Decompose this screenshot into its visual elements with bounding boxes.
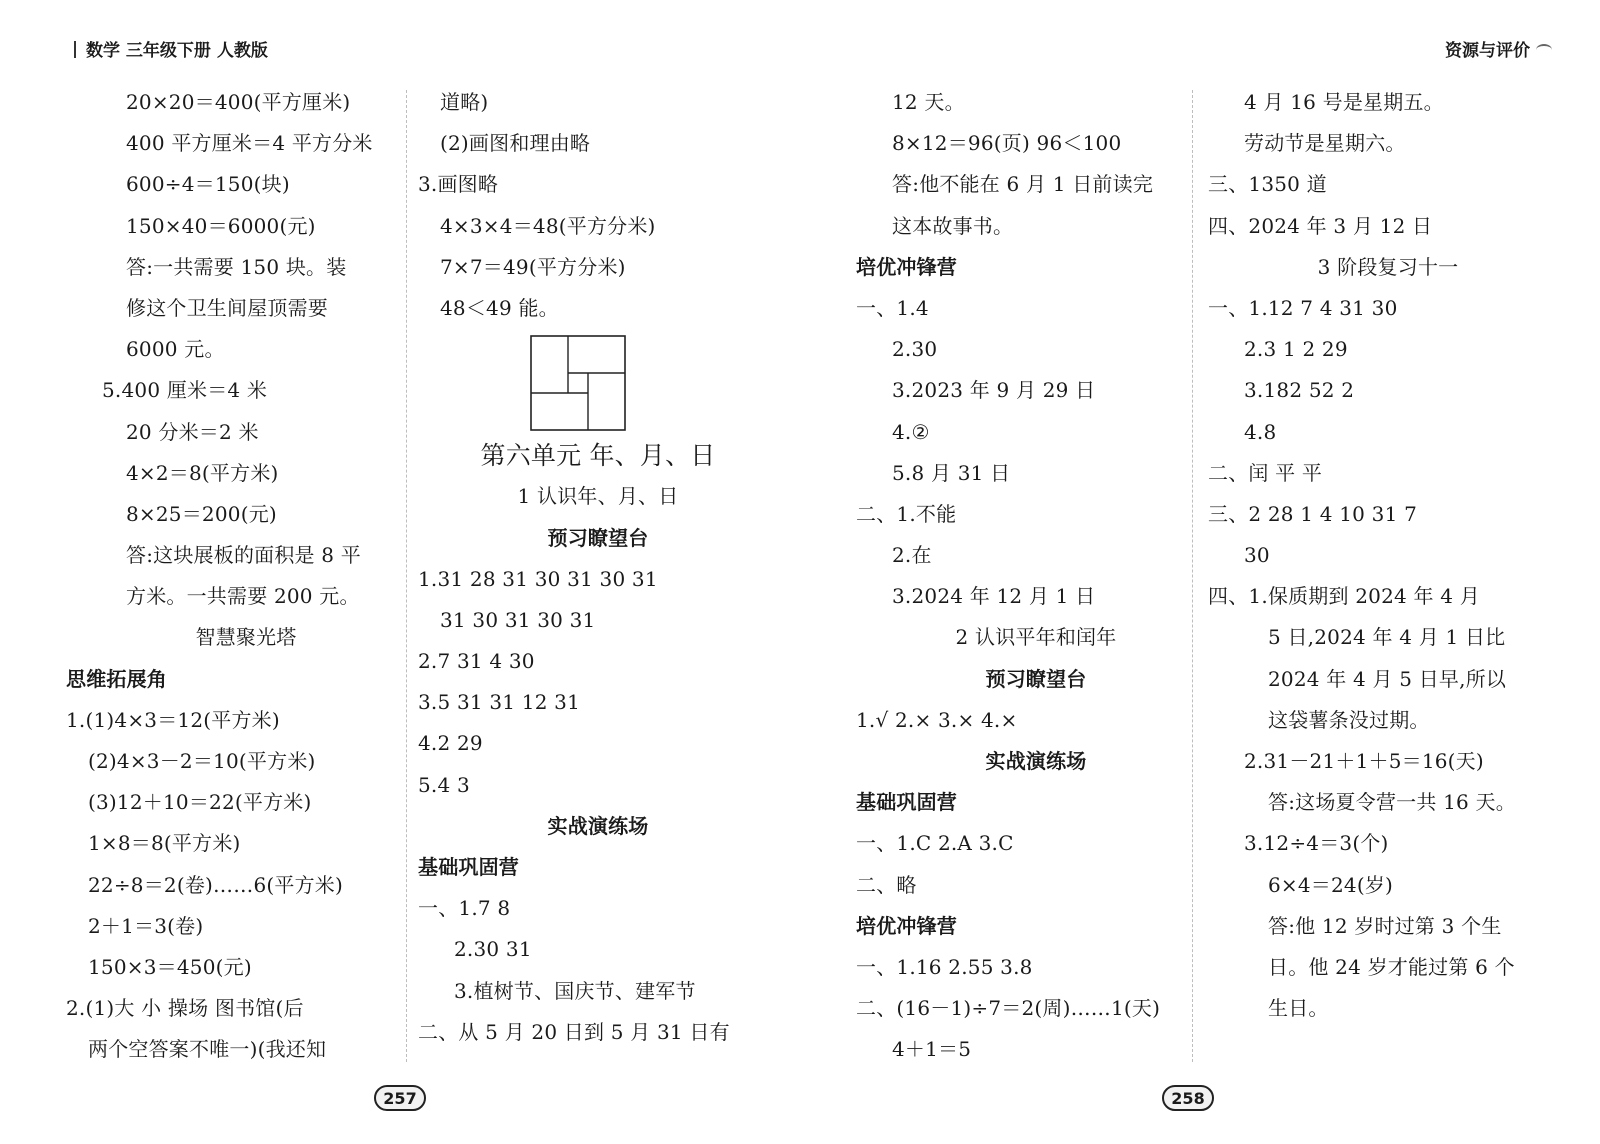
answer-line: 基础巩固营	[856, 790, 957, 815]
answer-line: 3 阶段复习十一	[1317, 254, 1459, 279]
page-number-left: 257	[374, 1085, 426, 1111]
answer-line: 二、1.不能	[856, 501, 957, 526]
answer-line: 答:这块展板的面积是 8 平	[126, 543, 361, 568]
answer-line: (2)画图和理由略	[440, 131, 591, 156]
answer-line: 48＜49 能。	[440, 295, 559, 320]
answer-line: 5.400 厘米＝4 米	[102, 378, 268, 403]
answer-line: 2.30	[892, 337, 938, 362]
answer-line: 4.②	[892, 419, 930, 444]
answer-line: 4×2＝8(平方米)	[126, 460, 279, 485]
answer-line: 修这个卫生间屋顶需要	[126, 295, 328, 320]
answer-line: 150×3＝450(元)	[88, 954, 252, 979]
tiling-figure	[530, 335, 624, 429]
answer-line: 实战演练场	[985, 749, 1087, 773]
header-left	[74, 36, 268, 61]
answer-line: 1 认识年、月、日	[517, 484, 679, 509]
header-right	[1445, 36, 1552, 61]
answer-line: 一、1.C 2.A 3.C	[856, 831, 1014, 856]
answer-line: 20×20＝400(平方厘米)	[126, 90, 351, 114]
answer-line: 2.31－21＋1＋5＝16(天)	[1244, 749, 1484, 773]
answer-line: (2)4×3－2＝10(平方米)	[88, 749, 316, 773]
page-number-right: 258	[1162, 1085, 1214, 1111]
header-decoration-icon	[1536, 44, 1552, 56]
answer-line: 2.7 31 4 30	[418, 649, 535, 674]
answer-line: 实战演练场	[547, 813, 649, 838]
answer-line: 日。他 24 岁才能过第 6 个	[1268, 954, 1515, 979]
answer-line: 2.(1)大 小 操场 图书馆(后	[66, 996, 304, 1021]
answer-line: 5.4 3	[418, 772, 470, 797]
answer-line: 预习瞭望台	[985, 666, 1087, 691]
answer-line: 培优冲锋营	[856, 913, 957, 938]
square-tiling-diagram	[530, 335, 626, 431]
answer-line: 30	[1244, 543, 1270, 568]
answer-line: 400 平方厘米＝4 平方分米	[126, 131, 373, 156]
answer-line: 生日。	[1268, 996, 1329, 1021]
answer-line: 培优冲锋营	[856, 254, 957, 279]
header-divider	[74, 41, 76, 58]
answer-line: 三、2 28 1 4 10 31 7	[1208, 501, 1417, 526]
answer-line: 2.30 31	[454, 937, 532, 962]
answer-line: 150×40＝6000(元)	[126, 213, 316, 238]
answer-line: 方米。一共需要 200 元。	[126, 584, 360, 609]
answer-line: 四、1.保质期到 2024 年 4 月	[1208, 584, 1480, 609]
answer-line: 答:他不能在 6 月 1 日前读完	[892, 172, 1154, 197]
answer-line: 2＋1＝3(卷)	[88, 913, 204, 938]
answer-line: 2024 年 4 月 5 日早,所以	[1268, 666, 1507, 691]
page-258-column-1	[856, 82, 1216, 1071]
answer-line: 4.8	[1244, 419, 1277, 444]
answer-line: 思维拓展角	[66, 666, 167, 691]
answer-line: 1.31 28 31 30 31 30 31	[418, 566, 658, 591]
page-258-column-2	[1208, 82, 1568, 1029]
answer-line: 第六单元 年、月、日	[480, 441, 716, 471]
answer-line: 3.2024 年 12 月 1 日	[892, 584, 1096, 609]
answer-line: 4.2 29	[418, 731, 483, 756]
answer-line: 1.√ 2.× 3.× 4.×	[856, 707, 1018, 732]
answer-line: 两个空答案不唯一)(我还知	[88, 1037, 327, 1062]
answer-line: 3.植树节、国庆节、建军节	[454, 978, 696, 1003]
answer-line: 四、2024 年 3 月 12 日	[1208, 213, 1433, 238]
answer-line: 3.画图略	[418, 172, 499, 197]
answer-line: 8×25＝200(元)	[126, 501, 277, 526]
answer-line: 一、1.12 7 4 31 30	[1208, 295, 1398, 320]
answer-line: 二、从 5 月 20 日到 5 月 31 日有	[418, 1019, 730, 1044]
answer-line: 答:他 12 岁时过第 3 个生	[1268, 913, 1502, 938]
answer-line: 这本故事书。	[892, 213, 1014, 238]
answer-line: 22÷8＝2(卷)……6(平方米)	[88, 872, 343, 897]
answer-line: 一、1.4	[856, 295, 929, 320]
answer-line: 3.2023 年 9 月 29 日	[892, 378, 1096, 403]
page-257-column-2	[418, 82, 778, 1053]
answer-line: 三、1350 道	[1208, 172, 1327, 197]
answer-line: 3.5 31 31 12 31	[418, 690, 581, 715]
answer-line: 12 天。	[892, 90, 965, 114]
answer-line: 31 30 31 30 31	[440, 607, 596, 632]
answer-line: 答:一共需要 150 块。装	[126, 254, 347, 279]
answer-line: 道略)	[440, 90, 489, 114]
answer-line: 5 日,2024 年 4 月 1 日比	[1268, 625, 1506, 650]
answer-line: 3.12÷4＝3(个)	[1244, 831, 1389, 856]
answer-line: 7×7＝49(平方分米)	[440, 254, 626, 279]
answer-line: 预习瞭望台	[547, 525, 649, 550]
answer-line: 一、1.7 8	[418, 896, 511, 921]
answer-line: 2.在	[892, 543, 932, 568]
answer-line: 4＋1＝5	[892, 1037, 972, 1062]
header-left-text: 数学 三年级下册 人教版	[86, 41, 268, 61]
answer-line: 二、(16－1)÷7＝2(周)……1(天)	[856, 996, 1161, 1021]
answer-line: 一、1.16 2.55 3.8	[856, 954, 1033, 979]
answer-line: 20 分米＝2 米	[126, 419, 259, 444]
answer-line: 二、略	[856, 872, 917, 897]
answer-line: 答:这场夏令营一共 16 天。	[1268, 790, 1516, 815]
answer-line: 8×12＝96(页) 96＜100	[892, 131, 1122, 156]
answer-line: 这袋薯条没过期。	[1268, 707, 1430, 732]
answer-line: 智慧聚光塔	[195, 625, 297, 650]
answer-line: 3.182 52 2	[1244, 378, 1355, 403]
page-257-column-1	[66, 82, 426, 1071]
answer-line: 2 认识平年和闰年	[955, 625, 1117, 650]
answer-line: 基础巩固营	[418, 855, 519, 879]
answer-line: 4×3×4＝48(平方分米)	[440, 213, 656, 238]
answer-line: 1.(1)4×3＝12(平方米)	[66, 707, 280, 732]
header-right-text: 资源与评价	[1445, 41, 1530, 61]
answer-line: 1×8＝8(平方米)	[88, 831, 241, 856]
answer-line: 6000 元。	[126, 337, 225, 362]
answer-line: (3)12＋10＝22(平方米)	[88, 790, 312, 815]
answer-line: 劳动节是星期六。	[1244, 131, 1406, 156]
answer-line: 5.8 月 31 日	[892, 460, 1011, 485]
answer-line: 4 月 16 号是星期五。	[1244, 90, 1444, 114]
answer-line: 2.3 1 2 29	[1244, 337, 1348, 362]
answer-line: 6×4＝24(岁)	[1268, 872, 1394, 897]
answer-line: 600÷4＝150(块)	[126, 172, 290, 197]
answer-line: 二、闰 平 平	[1208, 460, 1323, 485]
